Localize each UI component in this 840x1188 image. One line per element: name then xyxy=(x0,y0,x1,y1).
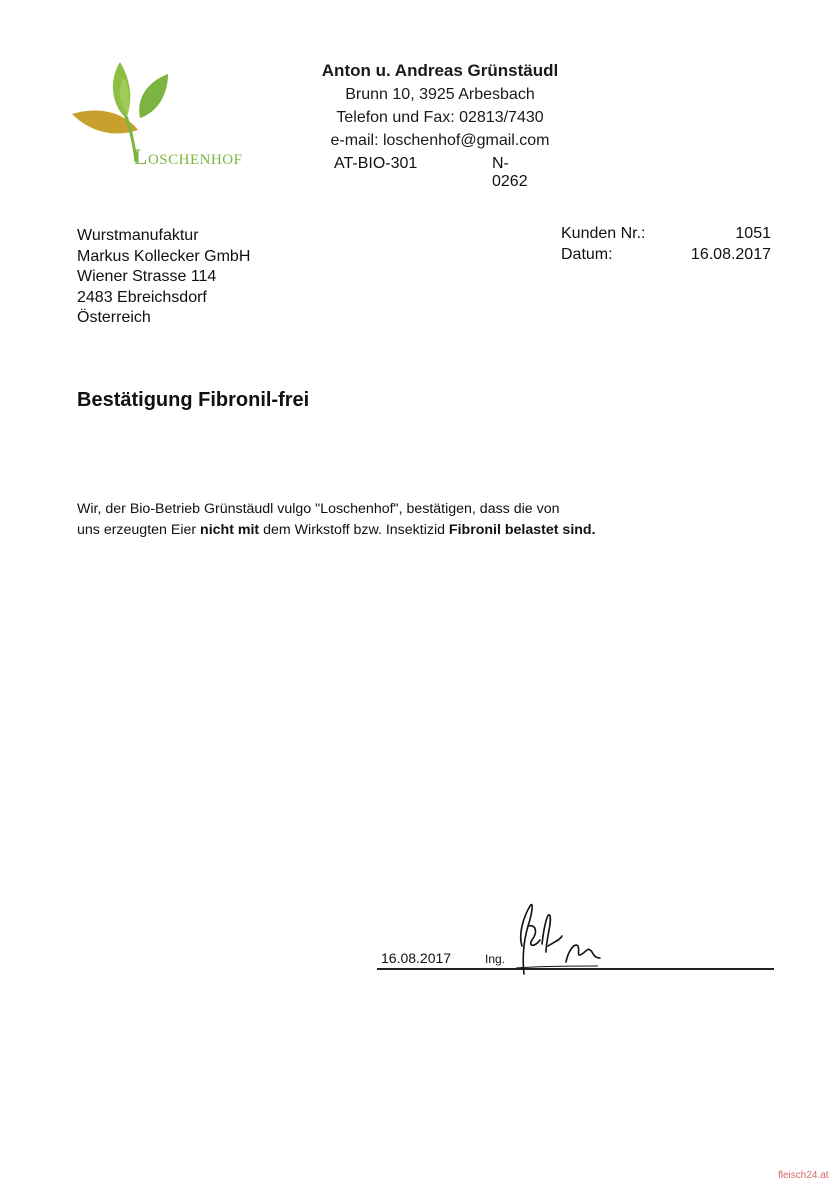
letter-body xyxy=(77,499,717,541)
customer-number-value: 1051 xyxy=(735,225,771,242)
signature-title-prefix: Ing. xyxy=(485,952,506,966)
document-meta xyxy=(561,224,771,265)
sender-phone: Telefon und Fax: 02813/7430 xyxy=(336,109,544,126)
recipient-line: Wurstmanufaktur xyxy=(77,227,199,244)
date-value: 16.08.2017 xyxy=(690,245,771,263)
date-row xyxy=(561,245,771,266)
letter-title: Bestätigung Fibronil-frei xyxy=(77,389,310,411)
recipient-address xyxy=(77,226,250,329)
handwritten-signature xyxy=(512,896,612,984)
logo-wordmark: LOSCHENHOF xyxy=(134,144,243,169)
loschenhof-logo xyxy=(68,56,288,176)
registration-code: N-0262 xyxy=(492,155,528,190)
sender-email: e-mail: loschenhof@gmail.com xyxy=(330,132,550,149)
recipient-line: Markus Kollecker GmbH xyxy=(77,247,251,265)
certification-codes xyxy=(334,155,528,190)
recipient-line: 2483 Ebreichsdorf xyxy=(77,288,207,306)
recipient-line: Wiener Strasse 114 xyxy=(77,268,217,285)
customer-number-label: Kunden Nr.: xyxy=(561,225,646,242)
signature-date: 16.08.2017 xyxy=(381,950,452,966)
recipient-line: Österreich xyxy=(77,309,151,326)
body-line-2: uns erzeugten Eier nicht mit dem Wirkstoff bzw. Insektizid Fibronil belastet sind. xyxy=(77,522,596,538)
signature-icon xyxy=(512,896,612,984)
date-label: Datum: xyxy=(561,245,613,263)
body-line-1: Wir, der Bio-Betrieb Grünstäudl vulgo "Loschenhof", bestätigen, dass die von xyxy=(77,501,560,517)
sender-name: Anton u. Andreas Grünstäudl xyxy=(321,61,559,80)
bio-code: AT-BIO-301 xyxy=(334,155,418,172)
sender-address: Brunn 10, 3925 Arbesbach xyxy=(345,86,535,103)
customer-number-row xyxy=(561,224,771,245)
website-watermark: fleisch24.at xyxy=(778,1170,829,1181)
